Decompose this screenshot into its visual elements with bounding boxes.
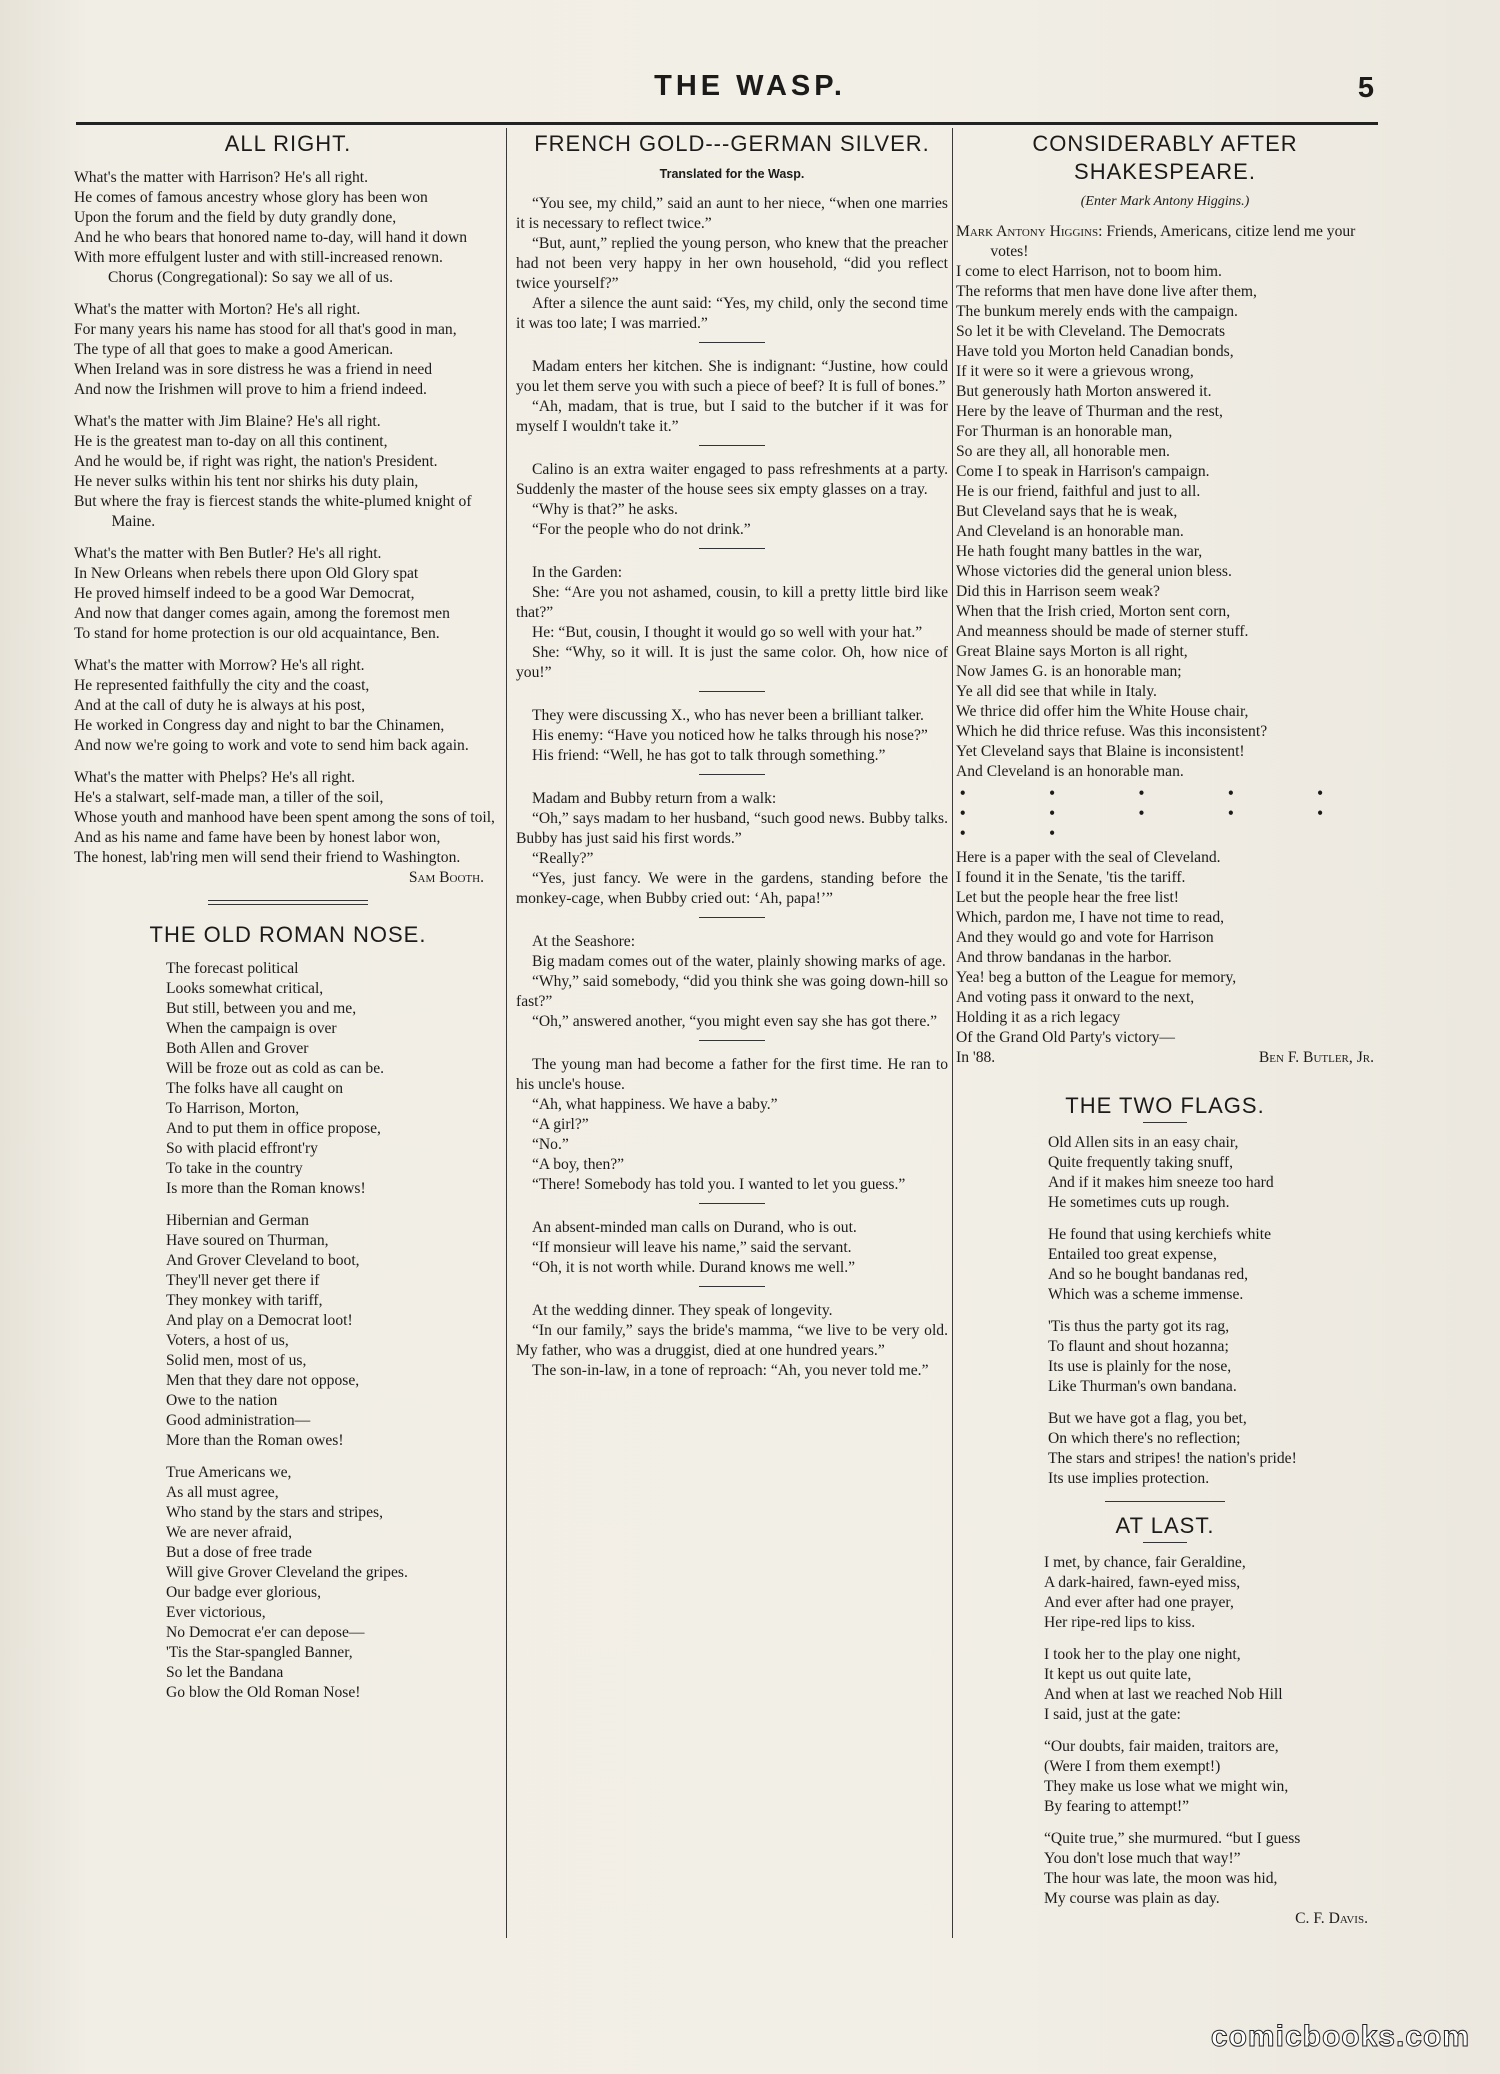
poem-line: Ever victorious, xyxy=(166,1604,266,1621)
poem-line: Quite frequently taking snuff, xyxy=(1048,1154,1234,1171)
poem-two-flags xyxy=(956,1133,1374,1489)
poem-line: My course was plain as day. xyxy=(1044,1890,1220,1907)
poem-line: And play on a Democrat loot! xyxy=(166,1312,353,1329)
poem-line: I met, by chance, fair Geraldine, xyxy=(1044,1554,1246,1571)
poem-line: A dark-haired, fawn-eyed miss, xyxy=(1044,1574,1241,1591)
paragraph: Madam enters her kitchen. She is indignant: “Justine, how could you let them serve you with such a piece of beef? It is full of bones.” xyxy=(516,358,948,395)
poem-line: Men that they dare not oppose, xyxy=(166,1372,360,1389)
poem-line: But a dose of free trade xyxy=(166,1544,312,1561)
article-title-at-last: AT LAST. xyxy=(1115,1513,1215,1538)
paragraph: “In our family,” says the bride's mamma, “we live to be very old. My father, who was a druggist, died at one hundred years.” xyxy=(516,1322,948,1359)
poem-line: He is our friend, faithful and just to all. xyxy=(956,483,1201,500)
poem-line: So are they all, all honorable men. xyxy=(956,443,1170,460)
stanza xyxy=(74,412,502,532)
anecdote xyxy=(516,1218,948,1278)
paragraph: “A boy, then?” xyxy=(532,1156,625,1173)
paragraph: An absent-minded man calls on Durand, who is out. xyxy=(532,1219,857,1236)
poem-line: The bunkum merely ends with the campaign. xyxy=(956,303,1238,320)
poem-line: I said, just at the gate: xyxy=(1044,1706,1181,1723)
anecdote xyxy=(516,460,948,540)
poem-line: Come I to speak in Harrison's campaign. xyxy=(956,463,1210,480)
poem-line: Its use implies protection. xyxy=(1048,1470,1210,1487)
poem-line: To take in the country xyxy=(166,1160,303,1177)
section-separator xyxy=(699,445,765,446)
paragraph: In the Garden: xyxy=(532,564,623,581)
poem-line: What's the matter with Ben Butler? He's all right. xyxy=(74,545,382,562)
poem-line: The hour was late, the moon was hid, xyxy=(1044,1870,1278,1887)
poem-line: If it were so it were a grievous wrong, xyxy=(956,363,1194,380)
poem-line: He sometimes cuts up rough. xyxy=(1048,1194,1230,1211)
section-separator xyxy=(699,1040,765,1041)
poem-line: Its use is plainly for the nose, xyxy=(1048,1358,1232,1375)
poem-line: And as his name and fame have been by honest labor won, xyxy=(74,829,441,846)
poem-line: 'Tis thus the party got its rag, xyxy=(1048,1318,1230,1335)
poem-line: And Cleveland is an honorable man. xyxy=(956,763,1184,780)
paragraph: After a silence the aunt said: “Yes, my child, only the second time it was too late; I was married.” xyxy=(516,295,948,332)
poem-line: With more effulgent luster and with still-increased renown. xyxy=(74,249,443,266)
section-separator xyxy=(699,917,765,918)
poem-line: And he would be, if right was right, the nation's President. xyxy=(74,453,438,470)
paragraph: “Ah, what happiness. We have a baby.” xyxy=(532,1096,778,1113)
paragraph: At the wedding dinner. They speak of longevity. xyxy=(532,1302,833,1319)
poem-line: To flaunt and shout hozanna; xyxy=(1048,1338,1229,1355)
column-middle xyxy=(516,130,948,1381)
poem-line: But we have got a flag, you bet, xyxy=(1048,1410,1247,1427)
paragraph: “Why,” said somebody, “did you think she was going down-hill so fast?” xyxy=(516,973,948,1010)
stanza xyxy=(956,1133,1374,1213)
anecdote xyxy=(516,194,948,334)
title-underline xyxy=(1143,1122,1187,1123)
poem-line: Ye all did see that while in Italy. xyxy=(956,683,1157,700)
poem-line: But generously hath Morton answered it. xyxy=(956,383,1212,400)
header-rule xyxy=(76,122,1378,125)
poem-line: Will be froze out as cold as can be. xyxy=(166,1060,385,1077)
poem-line: By fearing to attempt!” xyxy=(1044,1798,1190,1815)
chorus-line: Chorus (Congregational): So say we all of us. xyxy=(108,269,393,286)
poem-line: “Quite true,” she murmured. “but I guess xyxy=(1044,1830,1301,1847)
anecdote xyxy=(516,357,948,437)
poem-line: To Harrison, Morton, xyxy=(166,1100,300,1117)
paragraph: “You see, my child,” said an aunt to her niece, “when one marries it is necessary to reflect twice.” xyxy=(516,195,948,232)
poem-line: Both Allen and Grover xyxy=(166,1040,309,1057)
paragraph: “Really?” xyxy=(532,850,594,867)
poem-line: Our badge ever glorious, xyxy=(166,1584,322,1601)
poem-all-right xyxy=(74,168,502,888)
poem-line: Which was a scheme immense. xyxy=(1048,1286,1244,1303)
stanza xyxy=(74,300,502,400)
poem-line: We thrice did offer him the White House chair, xyxy=(956,703,1249,720)
poem-line: They monkey with tariff, xyxy=(166,1292,323,1309)
poem-line: And so he bought bandanas red, xyxy=(1048,1266,1249,1283)
poem-line: (Were I from them exempt!) xyxy=(1044,1758,1221,1775)
poem-line: He hath fought many battles in the war, xyxy=(956,543,1203,560)
article-french-gold xyxy=(516,194,948,1381)
poem-line: Whose victories did the general union bless. xyxy=(956,563,1232,580)
last-line: In '88. xyxy=(956,1049,996,1066)
poem-line: And to put them in office propose, xyxy=(166,1120,381,1137)
poem-line: In New Orleans when rebels there upon Old Glory spat xyxy=(74,565,419,582)
section-separator xyxy=(699,774,765,775)
section-separator xyxy=(699,1286,765,1287)
poem-line: When the campaign is over xyxy=(166,1020,337,1037)
column-divider xyxy=(952,128,953,1938)
poem-line: Who stand by the stars and stripes, xyxy=(166,1504,383,1521)
poem-line: The honest, lab'ring men will send their friend to Washington. xyxy=(74,849,461,866)
poem-line: And voting pass it onward to the next, xyxy=(956,989,1195,1006)
column-divider xyxy=(506,128,507,1938)
poem-line: The type of all that goes to make a good American. xyxy=(74,341,394,358)
poem-line: But where the fray is fiercest stands the white-plumed knight of Maine. xyxy=(74,493,472,530)
stanza xyxy=(74,544,502,644)
poem-line: Let but the people hear the free list! xyxy=(956,889,1179,906)
poem-line: Will give Grover Cleveland the gripes. xyxy=(166,1564,408,1581)
paragraph: The son-in-law, in a tone of reproach: “Ah, you never told me.” xyxy=(532,1362,929,1379)
poem-line: Here is a paper with the seal of Cleveland. xyxy=(956,849,1221,866)
poem-line: What's the matter with Jim Blaine? He's all right. xyxy=(74,413,381,430)
poem-line: Now James G. is an honorable man; xyxy=(956,663,1182,680)
paragraph: His friend: “Well, he has got to talk through something.” xyxy=(532,747,886,764)
stanza xyxy=(956,1553,1374,1633)
poem-closing xyxy=(956,1048,1374,1068)
poem-line: He comes of famous ancestry whose glory has been won xyxy=(74,189,428,206)
poem-line: Good administration— xyxy=(166,1412,311,1429)
anecdote xyxy=(516,1055,948,1195)
poem-line: On which there's no reflection; xyxy=(1048,1430,1241,1447)
poem-line: And at the call of duty he is always at his post, xyxy=(74,697,366,714)
poem-line: So let the Bandana xyxy=(166,1664,284,1681)
poem-line: The forecast political xyxy=(166,960,299,977)
poem-line: When Ireland was in sore distress he was a friend in need xyxy=(74,361,433,378)
poem-line: Whose youth and manhood have been spent among the sons of toil, xyxy=(74,809,495,826)
paragraph: At the Seashore: xyxy=(532,933,636,950)
poem-line: And now that danger comes again, among the foremost men xyxy=(74,605,450,622)
paragraph: The young man had become a father for the first time. He ran to his uncle's house. xyxy=(516,1056,948,1093)
section-separator xyxy=(699,342,765,343)
column-left xyxy=(74,130,502,1715)
poem-line: I took her to the play one night, xyxy=(1044,1646,1241,1663)
paragraph: He: “But, cousin, I thought it would go so well with your hat.” xyxy=(532,624,923,641)
poem-line: Her ripe-red lips to kiss. xyxy=(1044,1614,1196,1631)
paragraph: “Oh,” answered another, “you might even say she has got there.” xyxy=(532,1013,938,1030)
poem-at-last xyxy=(956,1553,1374,1909)
poem-line: And meanness should be made of sterner stuff. xyxy=(956,623,1249,640)
section-divider xyxy=(1105,1501,1225,1502)
section-separator xyxy=(699,691,765,692)
paragraph: “A girl?” xyxy=(532,1116,589,1133)
paragraph: His enemy: “Have you noticed how he talks through his nose?” xyxy=(532,727,928,744)
stanza xyxy=(956,1317,1374,1397)
poem-line: Here by the leave of Thurman and the rest, xyxy=(956,403,1223,420)
poem-line: So let it be with Cleveland. The Democrats xyxy=(956,323,1226,340)
article-title-french-gold: FRENCH GOLD---GERMAN SILVER. xyxy=(534,131,930,156)
paragraph: “Oh, it is not worth while. Durand knows me well.” xyxy=(532,1259,856,1276)
poem-line: They'll never get there if xyxy=(166,1272,320,1289)
poem-line: Holding it as a rich legacy xyxy=(956,1009,1121,1026)
signature: C. F. Davis. xyxy=(1295,1910,1368,1927)
anecdote xyxy=(516,932,948,1032)
poem-line: Looks somewhat critical, xyxy=(166,980,324,997)
signature: Sam Booth. xyxy=(408,869,484,886)
poem-line: Owe to the nation xyxy=(166,1392,278,1409)
paragraph: “No.” xyxy=(532,1136,569,1153)
poem-lines xyxy=(956,848,1374,1048)
first-line: Friends, Americans, citize lend me your votes! xyxy=(990,223,1356,260)
paragraph: She: “Why, so it will. It is just the same color. Oh, how nice of you!” xyxy=(516,644,948,681)
paragraph: “Ah, madam, that is true, but I said to the butcher if it was for myself I wouldn't take it.” xyxy=(516,398,948,435)
poem-line: The folks have all caught on xyxy=(166,1080,344,1097)
poem-line: What's the matter with Morrow? He's all right. xyxy=(74,657,365,674)
poem-line: Go blow the Old Roman Nose! xyxy=(166,1684,361,1701)
stanza xyxy=(956,1737,1374,1817)
speaker-name: Mark Antony Higgins: xyxy=(956,223,1103,240)
poem-line: The reforms that men have done live after them, xyxy=(956,283,1257,300)
poem-line: Solid men, most of us, xyxy=(166,1352,307,1369)
poem-line: Like Thurman's own bandana. xyxy=(1048,1378,1237,1395)
poem-line: Upon the forum and the field by duty grandly done, xyxy=(74,209,397,226)
poem-line: You don't lose much that way!” xyxy=(1044,1850,1241,1867)
signature: Ben F. Butler, Jr. xyxy=(1258,1049,1374,1066)
stanza xyxy=(956,1645,1374,1725)
poem-line: So with placid effront'ry xyxy=(166,1140,318,1157)
poem-shakespeare xyxy=(956,222,1374,1068)
watermark-logo: comicbooks.com xyxy=(1210,2020,1470,2053)
poem-line: No Democrat e'er can depose— xyxy=(166,1624,365,1641)
poem-line: For many years his name has stood for all that's good in man, xyxy=(74,321,457,338)
paragraph: “For the people who do not drink.” xyxy=(532,521,751,538)
section-separator xyxy=(699,1203,765,1204)
paragraph: She: “Are you not ashamed, cousin, to kill a pretty little bird like that?” xyxy=(516,584,948,621)
poem-line: And when at last we reached Nob Hill xyxy=(1044,1686,1283,1703)
poem-line: What's the matter with Morton? He's all right. xyxy=(74,301,361,318)
poem-line: But still, between you and me, xyxy=(166,1000,357,1017)
masthead-title: THE WASP. xyxy=(654,70,846,102)
poem-line: Is more than the Roman knows! xyxy=(166,1180,366,1197)
poem-line: “Our doubts, fair maiden, traitors are, xyxy=(1044,1738,1279,1755)
poem-line: Which he did thrice refuse. Was this inconsistent? xyxy=(956,723,1268,740)
poem-line: And throw bandanas in the harbor. xyxy=(956,949,1172,966)
poem-line: And he who bears that honored name to-day, will hand it down xyxy=(74,229,468,246)
stanza xyxy=(74,656,502,756)
stanza xyxy=(956,1409,1374,1489)
paragraph: They were discussing X., who has never been a brilliant talker. xyxy=(532,707,924,724)
stanza xyxy=(956,1225,1374,1305)
article-subtitle: Translated for the Wasp. xyxy=(659,167,805,181)
poem-line: He never sulks within his tent nor shirks his duty plain, xyxy=(74,473,419,490)
paragraph: “There! Somebody has told you. I wanted to let you guess.” xyxy=(532,1176,906,1193)
stage-direction: (Enter Mark Antony Higgins.) xyxy=(1080,194,1250,209)
poem-line: He represented faithfully the city and the coast, xyxy=(74,677,370,694)
poem-line: And Cleveland is an honorable man. xyxy=(956,523,1184,540)
poem-lines xyxy=(956,262,1374,782)
stanza xyxy=(74,959,502,1199)
stanza xyxy=(956,1829,1374,1909)
poem-line: For Thurman is an honorable man, xyxy=(956,423,1173,440)
poem-line: As all must agree, xyxy=(166,1484,279,1501)
anecdote xyxy=(516,563,948,683)
poem-line: And ever after had one prayer, xyxy=(1044,1594,1234,1611)
poem-line: More than the Roman owes! xyxy=(166,1432,344,1449)
paragraph: “Yes, just fancy. We were in the gardens, standing before the monkey-cage, when Bubby cried out: ‘Ah, papa!’” xyxy=(516,870,948,907)
paragraph: “Why is that?” he asks. xyxy=(532,501,678,518)
poem-line: Yet Cleveland says that Blaine is inconsistent! xyxy=(956,743,1245,760)
poem-line: What's the matter with Harrison? He's all right. xyxy=(74,169,369,186)
poem-line: Hibernian and German xyxy=(166,1212,309,1229)
poem-old-roman-nose xyxy=(74,959,502,1703)
section-separator xyxy=(699,548,765,549)
poem-line: What's the matter with Phelps? He's all right. xyxy=(74,769,356,786)
poem-line: We are never afraid, xyxy=(166,1524,293,1541)
paragraph: Calino is an extra waiter engaged to pass refreshments at a party. Suddenly the master of the house sees six empty glasses on a tray. xyxy=(516,461,948,498)
anecdote xyxy=(516,1301,948,1381)
poem-line: Voters, a host of us, xyxy=(166,1332,289,1349)
stanza xyxy=(74,768,502,888)
poem-line: But Cleveland says that he is weak, xyxy=(956,503,1178,520)
poem-line xyxy=(956,222,1374,262)
article-title-two-flags: THE TWO FLAGS. xyxy=(1065,1093,1265,1118)
stanza xyxy=(74,1211,502,1451)
section-divider xyxy=(208,900,368,905)
poem-line: He worked in Congress day and night to bar the Chinamen, xyxy=(74,717,445,734)
poem-line: And now the Irishmen will prove to him a friend indeed. xyxy=(74,381,427,398)
paragraph: Big madam comes out of the water, plainly showing marks of age. xyxy=(532,953,946,970)
poem-line: Which, pardon me, I have not time to read, xyxy=(956,909,1225,926)
poem-line: When that the Irish cried, Morton sent corn, xyxy=(956,603,1231,620)
anecdote xyxy=(516,706,948,766)
poem-line: And Grover Cleveland to boot, xyxy=(166,1252,360,1269)
poem-line: He found that using kerchiefs white xyxy=(1048,1226,1272,1243)
ellipsis-dots: • • • • • • • • • • • • xyxy=(960,785,1363,842)
poem-line: Did this in Harrison seem weak? xyxy=(956,583,1160,600)
stanza xyxy=(74,168,502,288)
poem-line: To stand for home protection is our old acquaintance, Ben. xyxy=(74,625,440,642)
poem-line: And if it makes him sneeze too hard xyxy=(1048,1174,1274,1191)
poem-line: Great Blaine says Morton is all right, xyxy=(956,643,1188,660)
poem-line: Entailed too great expense, xyxy=(1048,1246,1217,1263)
paragraph: “If monsieur will leave his name,” said the servant. xyxy=(532,1239,852,1256)
poem-line: Have told you Morton held Canadian bonds, xyxy=(956,343,1234,360)
poem-line: The stars and stripes! the nation's pride! xyxy=(1048,1450,1297,1467)
article-title-shakespeare: CONSIDERABLY AFTER SHAKESPEARE. xyxy=(1032,131,1298,184)
poem-line: He's a stalwart, self-made man, a tiller of the soil, xyxy=(74,789,384,806)
poem-line: Of the Grand Old Party's victory— xyxy=(956,1029,1175,1046)
page-number: 5 xyxy=(1357,72,1374,104)
paragraph: “But, aunt,” replied the young person, who knew that the preacher had not been very happy in her own household, “did you reflect twice yourself?” xyxy=(516,235,948,292)
poem-line: Old Allen sits in an easy chair, xyxy=(1048,1134,1239,1151)
poem-line: It kept us out quite late, xyxy=(1044,1666,1192,1683)
poem-line: 'Tis the Star-spangled Banner, xyxy=(166,1644,353,1661)
poem-line: I come to elect Harrison, not to boom him. xyxy=(956,263,1222,280)
title-underline xyxy=(1143,1542,1187,1543)
paragraph: Madam and Bubby return from a walk: xyxy=(532,790,777,807)
poem-line: Have soured on Thurman, xyxy=(166,1232,329,1249)
poem-line: I found it in the Senate, 'tis the tariff. xyxy=(956,869,1186,886)
poem-line: True Americans we, xyxy=(166,1464,292,1481)
poem-line: And now we're going to work and vote to send him back again. xyxy=(74,737,469,754)
anecdote xyxy=(516,789,948,909)
article-title-all-right: ALL RIGHT. xyxy=(224,131,352,156)
poem-line: They make us lose what we might win, xyxy=(1044,1778,1289,1795)
poem-line: He proved himself indeed to be a good War Democrat, xyxy=(74,585,415,602)
poem-line: And they would go and vote for Harrison xyxy=(956,929,1214,946)
masthead xyxy=(0,70,1500,110)
poem-line: Yea! beg a button of the League for memory, xyxy=(956,969,1237,986)
poem-line: He is the greatest man to-day on all this continent, xyxy=(74,433,388,450)
article-title-old-roman-nose: THE OLD ROMAN NOSE. xyxy=(149,922,427,947)
stanza xyxy=(74,1463,502,1703)
column-right xyxy=(956,130,1374,1929)
paragraph: “Oh,” says madam to her husband, “such good news. Bubby talks. Bubby has just said his first words.” xyxy=(516,810,948,847)
